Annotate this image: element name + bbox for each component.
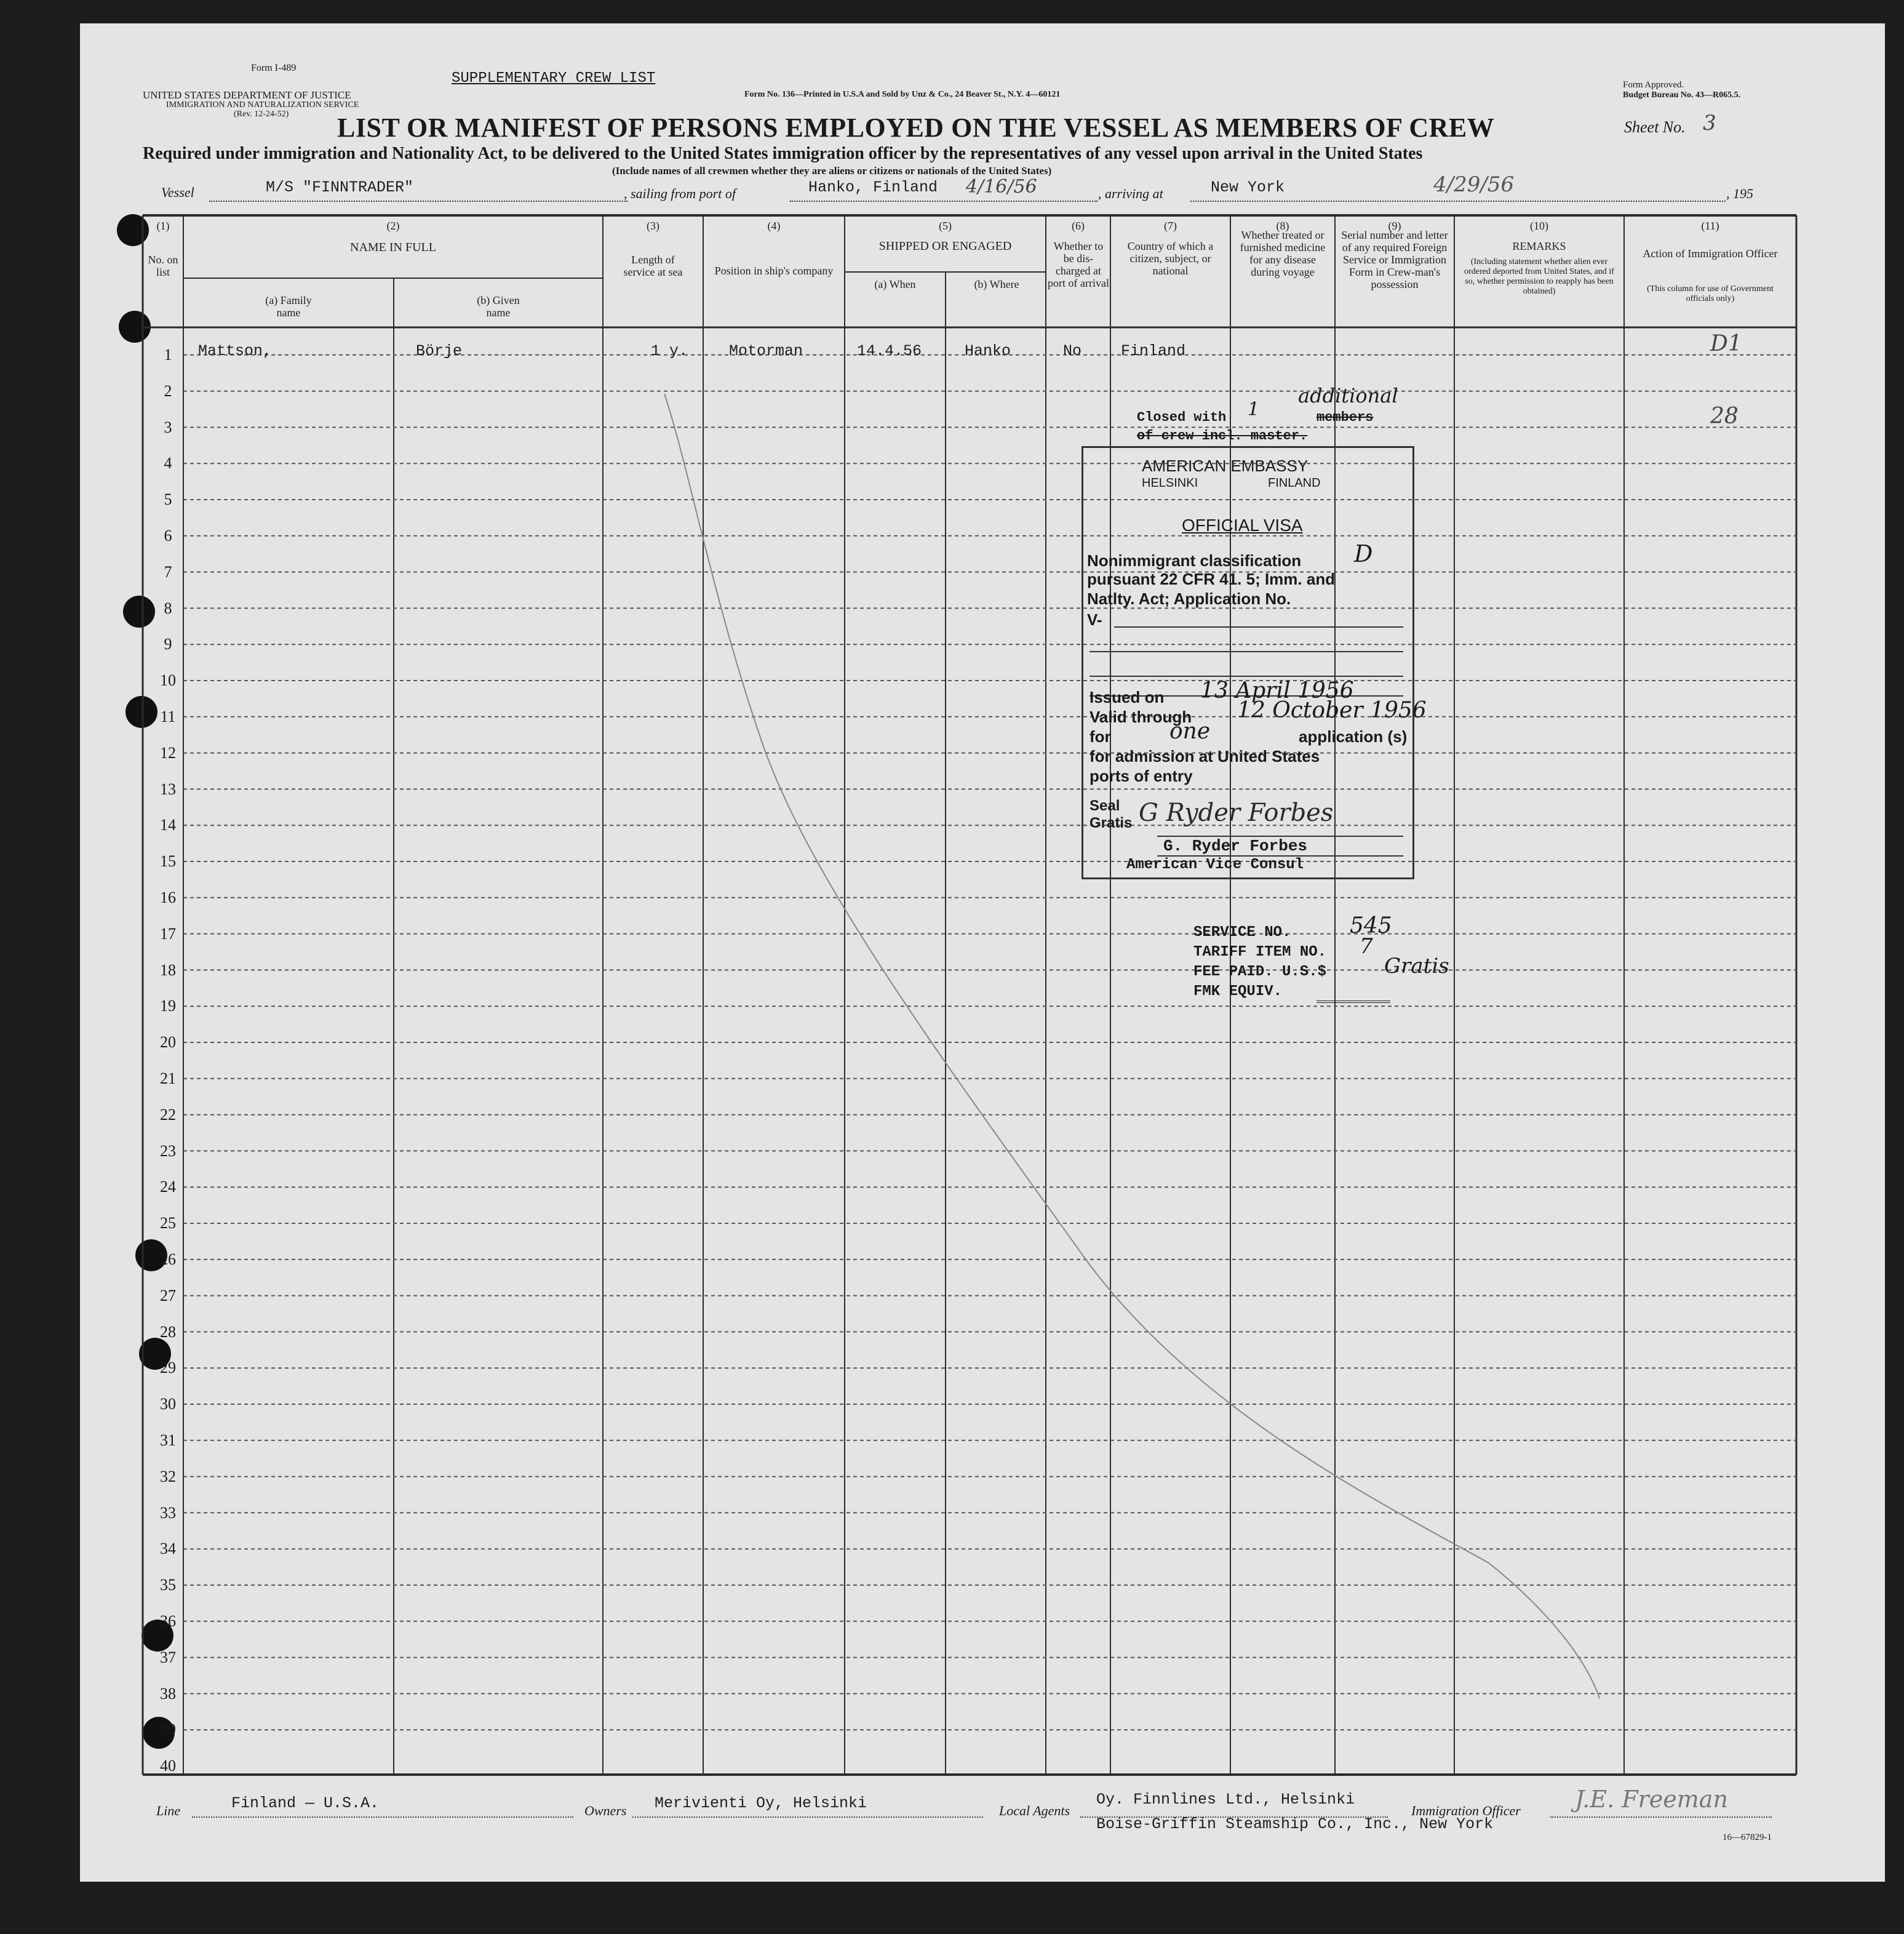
- table-row: [143, 1243, 1796, 1261]
- col10-note: (Including statement whether alien ever ordered deported from United States, and if so, whether permission to reapply has been obtained): [1464, 257, 1614, 296]
- table-row: [143, 1170, 1796, 1189]
- table-row: [143, 519, 1796, 538]
- table-row: [143, 1713, 1796, 1732]
- table-row: [143, 700, 1796, 719]
- stamp-city: HELSINKI: [1142, 476, 1198, 490]
- row-number: 31: [160, 1431, 176, 1449]
- table-row: [143, 845, 1796, 863]
- table-row: [143, 989, 1796, 1008]
- table-row: [143, 809, 1796, 827]
- revision: (Rev. 12-24-52): [234, 110, 289, 119]
- col1-number: (1): [156, 220, 170, 232]
- table-row: [143, 1316, 1796, 1334]
- owners-label: Owners: [584, 1803, 627, 1818]
- col7-number: (7): [1164, 220, 1177, 232]
- table-row: [143, 664, 1796, 682]
- stamp-class-value: D: [1354, 540, 1373, 567]
- table-row: [143, 1460, 1796, 1479]
- service-name: IMMIGRATION AND NATURALIZATION SERVICE: [166, 100, 359, 110]
- row-number: 27: [160, 1286, 176, 1305]
- officer-action-cell: 28: [1710, 403, 1739, 429]
- row-number: 20: [160, 1033, 176, 1052]
- row-number: 7: [164, 562, 172, 581]
- row-number: 1: [164, 346, 172, 364]
- row-number: 11: [160, 708, 176, 725]
- discharged-cell: No: [1063, 342, 1082, 360]
- col11-header: Action of Immigration Officer: [1643, 247, 1778, 260]
- col6-number: (6): [1072, 220, 1085, 232]
- row-number: 9: [164, 635, 172, 653]
- table-row: [143, 556, 1796, 574]
- col8-header: Whether treated or furnished medicine for any disease during voyage: [1240, 229, 1326, 278]
- row-number: 34: [160, 1540, 176, 1558]
- table-row: [143, 1135, 1796, 1153]
- table-row: [143, 1388, 1796, 1406]
- col6-header: Whether to be dis-charged at port of arrival: [1048, 240, 1109, 289]
- sheet-number: 3: [1703, 111, 1716, 135]
- row-number: 12: [160, 743, 176, 762]
- row-number: 40: [160, 1757, 176, 1775]
- year-label: , 195: [1726, 186, 1753, 201]
- col8-number: (8): [1276, 220, 1289, 232]
- agents-line1: Oy. Finnlines Ltd., Helsinki: [1096, 1791, 1355, 1808]
- subtitle: Required under immigration and Nationality Act, to be delivered to the United States immigration officer by the representatives of any vessel upon arrival in the United States: [143, 144, 1423, 163]
- stamp-classification: Nonimmigrant classification: [1087, 551, 1302, 570]
- row-number: 15: [160, 852, 176, 871]
- closed-line1: Closed with: [1137, 410, 1227, 425]
- col2b-header: (b) Given name: [477, 294, 520, 319]
- stamp-v: V-: [1087, 610, 1102, 629]
- stamp-for-value: one: [1169, 719, 1211, 744]
- col5-header: SHIPPED OR ENGAGED: [878, 239, 1012, 253]
- row-number: 10: [160, 671, 176, 690]
- closed-count: 1: [1248, 399, 1260, 420]
- stamp-embassy: AMERICAN EMBASSY: [1142, 457, 1309, 475]
- row-number: 4: [164, 454, 172, 473]
- table-row: [143, 917, 1796, 936]
- fee-label: FEE PAID. U.S.$: [1193, 964, 1327, 980]
- vessel-name: M/S "FINNTRADER": [266, 178, 414, 196]
- col10-number: (10): [1530, 220, 1548, 232]
- row-number: 25: [160, 1214, 176, 1233]
- service-no-label: SERVICE NO.: [1193, 924, 1291, 941]
- row-number: 14: [160, 816, 176, 834]
- col11-note: (This column for use of Government officials only): [1647, 284, 1774, 303]
- stamp-valid-date: 12 October 1956: [1237, 698, 1427, 723]
- col11-number: (11): [1701, 220, 1719, 232]
- sailing-date: 4/16/56: [966, 176, 1037, 198]
- row-number: 39: [160, 1720, 176, 1739]
- col5a-header: (a) When: [874, 278, 916, 290]
- row-number: 18: [160, 961, 176, 979]
- shipped-where-cell: Hanko: [965, 342, 1011, 360]
- row-number: 32: [160, 1467, 176, 1485]
- agents-label: Local Agents: [999, 1803, 1070, 1818]
- line-value: Finland — U.S.A.: [231, 1794, 380, 1812]
- sheet-label: Sheet No.: [1624, 118, 1686, 136]
- col9-header: Serial number and letter of any required Foreign Service or Immigration Form in Crew-man's possession: [1341, 229, 1448, 290]
- stamp-consul-office: American Vice Consul: [1126, 857, 1304, 873]
- row-number: 30: [160, 1395, 176, 1413]
- approval: Form Approved.: [1623, 80, 1684, 90]
- table-row: [143, 1496, 1796, 1515]
- stamp-country: FINLAND: [1268, 476, 1321, 490]
- table-row: [143, 1351, 1796, 1370]
- form-number: Form I-489: [251, 63, 297, 73]
- table-row: [143, 592, 1796, 610]
- col10-header: REMARKS: [1512, 240, 1566, 252]
- row-number: 35: [160, 1576, 176, 1594]
- family-name-cell: Mattson,: [198, 342, 273, 360]
- col4-header: Position in ship's company: [714, 265, 834, 277]
- sailing-label: , sailing from port of: [624, 186, 736, 201]
- stamp-act: Natlty. Act; Application No.: [1087, 589, 1291, 608]
- sailing-port: Hanko, Finland: [808, 178, 938, 196]
- line-underline: [192, 1816, 573, 1818]
- vessel-label: Vessel: [161, 185, 194, 200]
- col2-number: (2): [386, 220, 400, 232]
- closed-additional: additional: [1298, 384, 1398, 407]
- row-number: 28: [160, 1322, 176, 1341]
- table-row: [143, 1279, 1796, 1298]
- table-row: [143, 1677, 1796, 1696]
- row-number: 21: [160, 1069, 176, 1087]
- row-number: 23: [160, 1141, 176, 1160]
- col2a-header: (a) Family name: [265, 294, 312, 319]
- consul-signature: G Ryder Forbes: [1139, 799, 1334, 827]
- stamp-valid-label: Valid through: [1089, 708, 1192, 726]
- official-visa-stamp: [1081, 446, 1427, 879]
- closed-line2: of crew incl. master.: [1137, 428, 1308, 444]
- closed-members: members: [1316, 410, 1374, 425]
- col2-header: NAME IN FULL: [350, 241, 436, 254]
- fmk-underline: [1316, 1001, 1390, 1003]
- officer-signature: J.E. Freeman: [1575, 1786, 1728, 1813]
- table-row: [143, 737, 1796, 755]
- country-cell: Finland: [1121, 342, 1186, 360]
- table-row: [143, 628, 1796, 646]
- stamp-pursuant: pursuant 22 CFR 41. 5; Imm. and: [1087, 570, 1336, 588]
- col4-number: (4): [767, 220, 781, 232]
- arriving-label: , arriving at: [1098, 186, 1163, 201]
- row-number: 24: [160, 1178, 176, 1196]
- supplementary-label: SUPPLEMENTARY CREW LIST: [452, 70, 656, 87]
- table-row: [143, 447, 1796, 465]
- col5b-header: (b) Where: [974, 278, 1019, 290]
- stamp-issued-date: 13 April 1956: [1200, 678, 1354, 703]
- service-no-value: 545: [1350, 913, 1392, 938]
- stamp-gratis: Gratis: [1089, 815, 1133, 831]
- col1-header: No. on list: [148, 254, 178, 278]
- row-number: 26: [160, 1250, 176, 1268]
- stamp-application: application (s): [1299, 727, 1408, 746]
- officer-label: Immigration Officer: [1411, 1803, 1521, 1818]
- stamp-ports: ports of entry: [1089, 767, 1193, 785]
- col9-number: (9): [1388, 220, 1401, 232]
- officer-action-cell: D1: [1710, 331, 1742, 356]
- table-row: [143, 1749, 1796, 1768]
- table-row: [143, 1424, 1796, 1442]
- table-row: [143, 1641, 1796, 1660]
- row-number: 33: [160, 1503, 176, 1522]
- row-number: 3: [164, 418, 172, 436]
- department: UNITED STATES DEPARTMENT OF JUSTICE: [143, 89, 351, 101]
- arriving-port: New York: [1211, 178, 1285, 196]
- table-row: [143, 1098, 1796, 1117]
- stamp-title: OFFICIAL VISA: [1182, 516, 1303, 535]
- position-cell: Motorman: [729, 342, 803, 360]
- agents-line2: Boise-Griffin Steamship Co., Inc., New York: [1096, 1815, 1494, 1833]
- stamp-consul-name: G. Ryder Forbes: [1163, 837, 1308, 855]
- line-label: Line: [156, 1803, 181, 1818]
- row-number: 8: [164, 599, 172, 617]
- shipped-when-cell: 14.4.56: [857, 342, 922, 360]
- row-number: 36: [160, 1612, 176, 1630]
- col5-number: (5): [939, 220, 952, 232]
- table-row: [143, 483, 1796, 501]
- row-number: 22: [160, 1105, 176, 1124]
- row-number: 6: [164, 527, 172, 545]
- stamp-for-label: for: [1089, 727, 1111, 746]
- owners-underline: [632, 1816, 983, 1818]
- table-row: [143, 1532, 1796, 1551]
- row-number: 16: [160, 889, 176, 906]
- row-number: 37: [160, 1648, 176, 1666]
- row-number: 38: [160, 1684, 176, 1703]
- form-code: 16—67829-1: [1723, 1832, 1772, 1842]
- row-number: 2: [164, 382, 172, 400]
- table-row: [143, 881, 1796, 900]
- col3-number: (3): [647, 220, 659, 232]
- row-number: 17: [160, 924, 176, 943]
- table-row: [143, 411, 1796, 430]
- fee-value: Gratis: [1384, 954, 1449, 978]
- col7-header: Country of which a citizen, subject, or national: [1127, 240, 1214, 277]
- officer-underline: [1550, 1816, 1772, 1818]
- table-row: [143, 1207, 1796, 1225]
- stamp-issued-label: Issued on: [1089, 688, 1165, 706]
- table-row: [143, 1568, 1796, 1587]
- fmk-label: FMK EQUIV.: [1193, 983, 1283, 1000]
- table-row: [143, 375, 1796, 393]
- service-length-cell: 1 y.: [651, 342, 688, 360]
- table-row: [143, 1062, 1796, 1081]
- tariff-value: 7: [1360, 934, 1373, 959]
- table-row: [143, 773, 1796, 791]
- budget: Budget Bureau No. 43—R065.5.: [1623, 90, 1741, 100]
- table-row: [143, 1026, 1796, 1044]
- table-row: [143, 1605, 1796, 1623]
- row-number: 29: [160, 1359, 176, 1377]
- col3-header: Length of service at sea: [623, 254, 683, 278]
- row-number: 13: [160, 780, 176, 798]
- arriving-date: 4/29/56: [1433, 172, 1515, 197]
- owners-value: Merivienti Oy, Helsinki: [655, 1794, 867, 1812]
- include-note: (Include names of all crewmen whether they are aliens or citizens or nationals of the United States): [612, 165, 1052, 177]
- stamp-admission: for admission at United States: [1089, 747, 1320, 765]
- tariff-label: TARIFF ITEM NO.: [1193, 944, 1327, 961]
- given-name-cell: Börje: [416, 342, 463, 360]
- row-number: 5: [164, 490, 172, 509]
- table-row: [143, 954, 1796, 972]
- printer-note: Form No. 136—Printed in U.S.A and Sold by Unz & Co., 24 Beaver St., N.Y. 4—60121: [744, 90, 1061, 99]
- row-number: 19: [160, 997, 176, 1015]
- stamp-seal: Seal: [1089, 797, 1120, 814]
- page-title: LIST OR MANIFEST OF PERSONS EMPLOYED ON THE VESSEL AS MEMBERS OF CREW: [337, 113, 1495, 143]
